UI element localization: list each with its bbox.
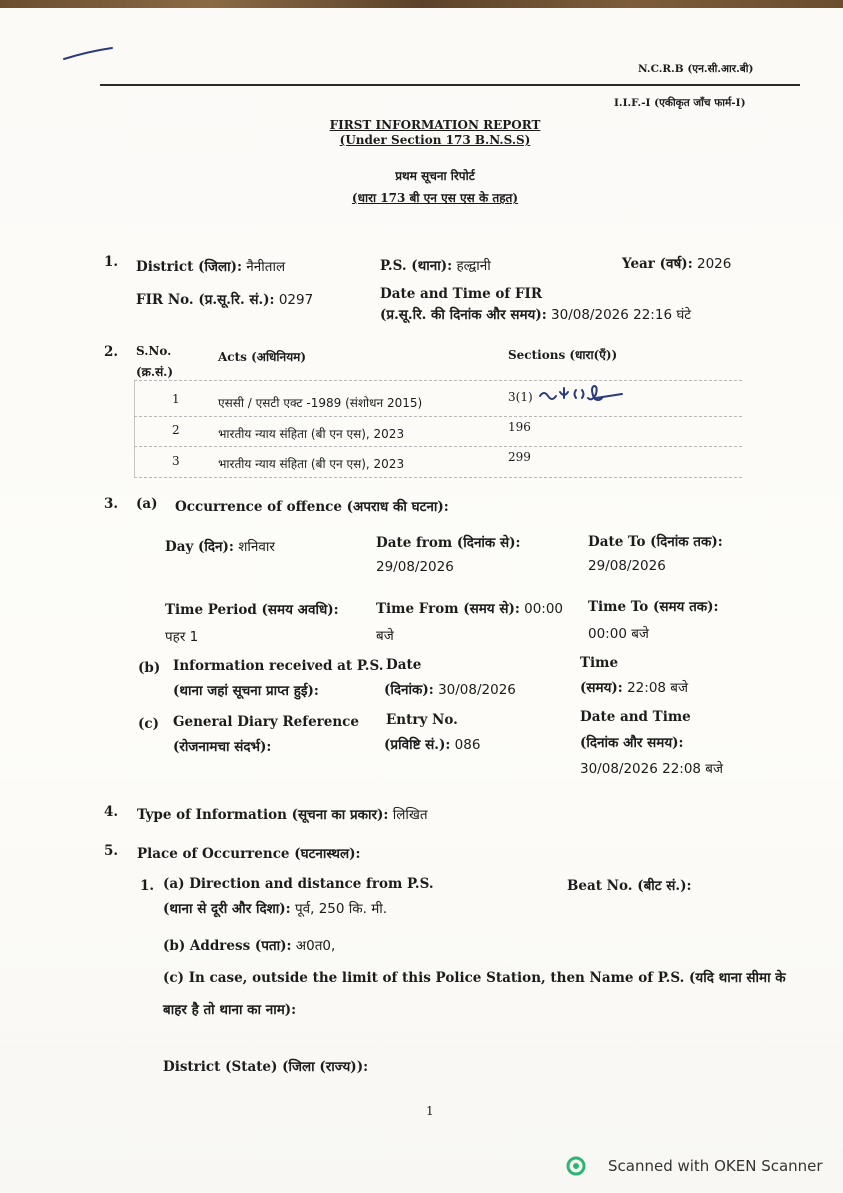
district-state-label: District (State) (जिला (राज्य)): xyxy=(163,1059,369,1075)
police-station-field xyxy=(380,256,491,274)
fir-number-field xyxy=(136,290,313,308)
district-value: नैनीताल xyxy=(246,259,286,275)
gd-reference-label-hindi: (रोजनामचा संदर्भ): xyxy=(173,739,272,755)
gd-datetime-label: Date and Time xyxy=(580,709,691,725)
section-4-number: 4. xyxy=(104,804,119,820)
fir-number-value: 0297 xyxy=(278,292,314,308)
section-3c-tag: (c) xyxy=(138,716,159,732)
table-rule xyxy=(134,380,742,381)
date-to-label: Date To (दिनांक तक): xyxy=(588,534,723,550)
entry-no-field xyxy=(384,735,480,753)
col-acts-header: Acts (अधिनियम) xyxy=(218,350,307,364)
fir-datetime-label: Date and Time of FIR xyxy=(380,286,543,302)
outside-limit-label: (c) In case, outside the limit of this Police Station, then Name of P.S. (यदि थाना सीमा के xyxy=(163,970,786,986)
address-label: (b) Address (पता): xyxy=(163,938,292,954)
row-act: भारतीय न्याय संहिता (बी एन एस), 2023 xyxy=(218,427,405,441)
beat-no-label: Beat No. (बीट सं.): xyxy=(567,878,692,894)
report-subtitle: (Under Section 173 B.N.S.S) xyxy=(339,133,531,147)
gd-datetime-label-hindi: (दिनांक और समय): xyxy=(580,735,684,751)
section-3a-tag: (a) xyxy=(136,496,158,512)
time-to-value: 00:00 बजे xyxy=(588,626,649,642)
date-from-label: Date from (दिनांक से): xyxy=(376,535,521,551)
row-section: 196 xyxy=(508,420,531,434)
col-sections-header: Sections (धारा(एँ)) xyxy=(508,348,618,362)
info-date-label-hindi: (दिनांक): xyxy=(384,682,434,698)
col-sno-header: S.No. xyxy=(136,344,172,358)
day-value: शनिवार xyxy=(238,539,275,555)
place-item-number: 1. xyxy=(140,878,155,894)
report-subtitle-hindi: (धारा 173 बी एन एस एस के तहत) xyxy=(351,191,519,205)
direction-distance-field xyxy=(163,899,387,917)
info-type-field xyxy=(137,805,428,823)
table-rule xyxy=(134,446,742,447)
time-from-unit: बजे xyxy=(376,628,394,644)
gd-reference-label: General Diary Reference xyxy=(173,714,359,730)
outside-limit-label-cont: बाहर है तो थाना का नाम): xyxy=(163,1002,297,1018)
entry-no-label: Entry No. xyxy=(386,712,458,728)
report-title-hindi: प्रथम सूचना रिपोर्ट xyxy=(395,169,475,183)
date-to-value: 29/08/2026 xyxy=(588,558,666,574)
info-received-label: Information received at P.S. xyxy=(173,658,384,674)
direction-distance-label-hindi: (थाना से दूरी और दिशा): xyxy=(163,901,291,917)
address-value: अ0त0, xyxy=(295,938,336,954)
day-label: Day (दिन): xyxy=(165,539,234,555)
row-act: एससी / एसटी एक्ट -1989 (संशोधन 2015) xyxy=(218,396,423,410)
fir-datetime-field xyxy=(380,305,691,323)
iif-label: I.I.F.-I (एकीकृत जाँच फार्म-I) xyxy=(614,97,746,109)
table-left-border xyxy=(134,380,135,478)
district-field xyxy=(136,257,285,275)
fir-number-label: FIR No. (प्र.सू.रि. सं.): xyxy=(136,292,275,308)
address-field xyxy=(163,936,335,954)
col-sno-header-hindi: (क्र.सं.) xyxy=(136,365,174,379)
police-station-value: हल्द्वानी xyxy=(456,258,491,274)
gd-datetime-value: 30/08/2026 22:08 बजे xyxy=(580,761,724,777)
row-section: 299 xyxy=(508,450,531,464)
time-from-label: Time From (समय से): xyxy=(376,601,520,617)
pen-stroke-mark xyxy=(60,44,116,64)
date-from-value: 29/08/2026 xyxy=(376,559,454,575)
fir-datetime-value: 30/08/2026 22:16 घंटे xyxy=(551,307,692,323)
scanner-watermark-text: Scanned with OKEN Scanner xyxy=(608,1157,823,1175)
direction-distance-value: पूर्व, 250 कि. मी. xyxy=(294,901,388,917)
time-period-label: Time Period (समय अवधि): xyxy=(165,602,339,618)
info-time-value: 22:08 बजे xyxy=(627,680,689,696)
info-time-field xyxy=(580,678,688,696)
info-time-label-hindi: (समय): xyxy=(580,680,623,696)
page-number: 1 xyxy=(426,1104,434,1118)
header-rule xyxy=(100,84,800,86)
info-type-value: लिखित xyxy=(392,807,428,823)
handwritten-section-annotation xyxy=(538,384,628,410)
report-title: FIRST INFORMATION REPORT xyxy=(329,118,541,132)
table-rule xyxy=(134,416,742,417)
district-label: District (जिला): xyxy=(136,259,242,275)
time-period-value: पहर 1 xyxy=(165,629,199,645)
row-sno: 1 xyxy=(172,392,180,406)
row-act: भारतीय न्याय संहिता (बी एन एस), 2023 xyxy=(218,457,405,471)
info-date-value: 30/08/2026 xyxy=(438,682,516,698)
place-of-occurrence-label: Place of Occurrence (घटनास्थल): xyxy=(137,846,361,862)
info-date-field xyxy=(384,680,516,698)
table-rule xyxy=(134,477,742,478)
info-date-label: Date xyxy=(386,657,422,673)
scanner-logo-icon xyxy=(566,1156,586,1176)
fir-datetime-label-hindi: (प्र.सू.रि. की दिनांक और समय): xyxy=(380,307,547,323)
occurrence-title: Occurrence of offence (अपराध की घटना): xyxy=(175,499,449,515)
ncrb-label: N.C.R.B (एन.सी.आर.बी) xyxy=(638,63,754,75)
entry-no-label-hindi: (प्रविष्टि सं.): xyxy=(384,737,451,753)
info-received-label-hindi: (थाना जहां सूचना प्राप्त हुई): xyxy=(173,683,319,699)
section-3b-tag: (b) xyxy=(138,660,161,676)
police-station-label: P.S. (थाना): xyxy=(380,258,453,274)
time-from-field xyxy=(376,599,563,617)
top-edge-band xyxy=(0,0,843,8)
info-type-label: Type of Information (सूचना का प्रकार): xyxy=(137,807,389,823)
year-value: 2026 xyxy=(696,256,732,272)
row-sno: 3 xyxy=(172,454,180,468)
row-section: 3(1) xyxy=(508,390,533,404)
section-2-number: 2. xyxy=(104,344,119,360)
time-from-value: 00:00 xyxy=(524,601,564,617)
year-field xyxy=(622,254,731,272)
entry-no-value: 086 xyxy=(454,737,481,753)
section-1-number: 1. xyxy=(104,254,119,270)
section-3-number: 3. xyxy=(104,496,119,512)
row-sno: 2 xyxy=(172,423,180,437)
section-5-number: 5. xyxy=(104,843,119,859)
day-field xyxy=(165,537,275,555)
year-label: Year (वर्ष): xyxy=(622,256,693,272)
direction-distance-label: (a) Direction and distance from P.S. xyxy=(163,876,434,892)
time-to-label: Time To (समय तक): xyxy=(588,599,719,615)
info-time-label: Time xyxy=(580,655,619,671)
